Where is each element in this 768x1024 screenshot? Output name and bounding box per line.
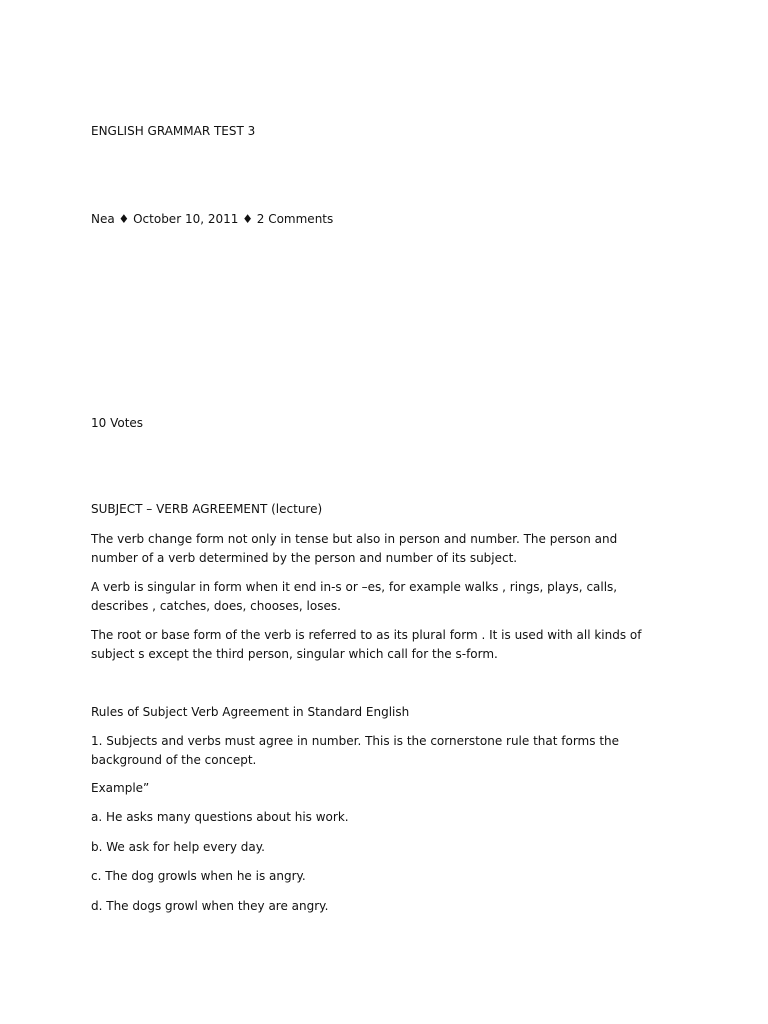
example-item: c. The dog growls when he is angry.: [91, 869, 306, 883]
post-byline: Nea ♦ October 10, 2011 ♦ 2 Comments: [91, 212, 334, 226]
example-label: Example”: [91, 781, 150, 795]
document-title: ENGLISH GRAMMAR TEST 3: [91, 124, 256, 138]
paragraph: The root or base form of the verb is referred to as its plural form . It is used with all kinds of subject s except the third person, singular which call for the s-form.: [91, 628, 642, 661]
example-item: a. He asks many questions about his work.: [91, 810, 349, 824]
rule-item: 1. Subjects and verbs must agree in number. This is the cornerstone rule that forms the background of the concept.: [91, 734, 620, 767]
paragraph: The verb change form not only in tense but also in person and number. The person and number of a verb determined by the person and number of its subject.: [91, 532, 618, 565]
paragraph: A verb is singular in form when it end in-s or –es, for example walks , rings, plays, calls, describes , catches, does, chooses, loses.: [91, 580, 618, 613]
votes-count: 10 Votes: [91, 416, 144, 430]
example-item: d. The dogs growl when they are angry.: [91, 899, 329, 913]
example-item: b. We ask for help every day.: [91, 840, 265, 854]
section-heading: SUBJECT – VERB AGREEMENT (lecture): [91, 502, 323, 516]
rules-heading: Rules of Subject Verb Agreement in Standard English: [91, 705, 410, 719]
